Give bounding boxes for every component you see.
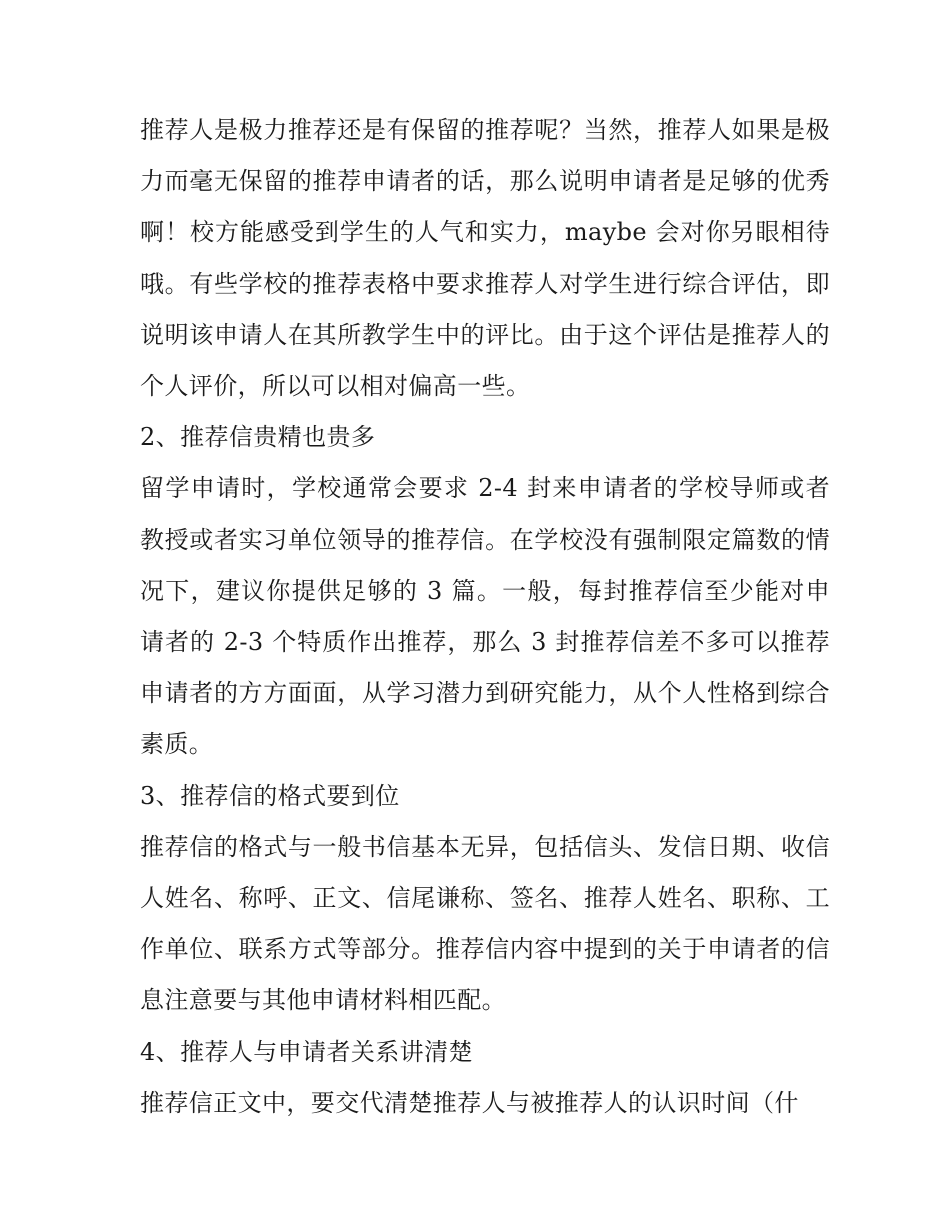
paragraph-letter-format: 推荐信的格式与一般书信基本无异，包括信头、发信日期、收信人姓名、称呼、正文、信尾谦称、签名、推荐人姓名、职称、工作单位、联系方式等部分。推荐信内容中提到的关于申请者的信息注意要与其他申请材料相匹配。 (140, 832, 830, 1015)
section-heading-3: 3、推荐信的格式要到位 (140, 781, 400, 810)
section-heading-2: 2、推荐信贵精也贵多 (140, 423, 376, 452)
paragraph-relationship: 推荐信正文中，要交代清楚推荐人与被推荐人的认识时间（什 (140, 1088, 799, 1117)
paragraph-recommender-evaluation: 推荐人是极力推荐还是有保留的推荐呢？当然，推荐人如果是极力而毫无保留的推荐申请者的话，那么说明申请者是足够的优秀啊！校方能感受到学生的人气和实力，maybe 会对你另眼相待哦。有些学校的推荐表格中要求推荐人对学生进行综合评估，即说明该申请人在其所教学生中的评比。由于这个评估是推荐人的个人评价，所以可以相对偏高一些。 (140, 116, 830, 401)
document-body (140, 105, 830, 1129)
paragraph-letter-count: 留学申请时，学校通常会要求 2-4 封来申请者的学校导师或者教授或者实习单位领导的推荐信。在学校没有强制限定篇数的情况下，建议你提供足够的 3 篇。一般，每封推荐信至少能对申请者的 2-3 个特质作出推荐，那么 3 封推荐信差不多可以推荐申请者的方方面面，从学习潜力到研究能力，从个人性格到综合素质。 (140, 474, 830, 759)
section-heading-4: 4、推荐人与申请者关系讲清楚 (140, 1037, 473, 1066)
